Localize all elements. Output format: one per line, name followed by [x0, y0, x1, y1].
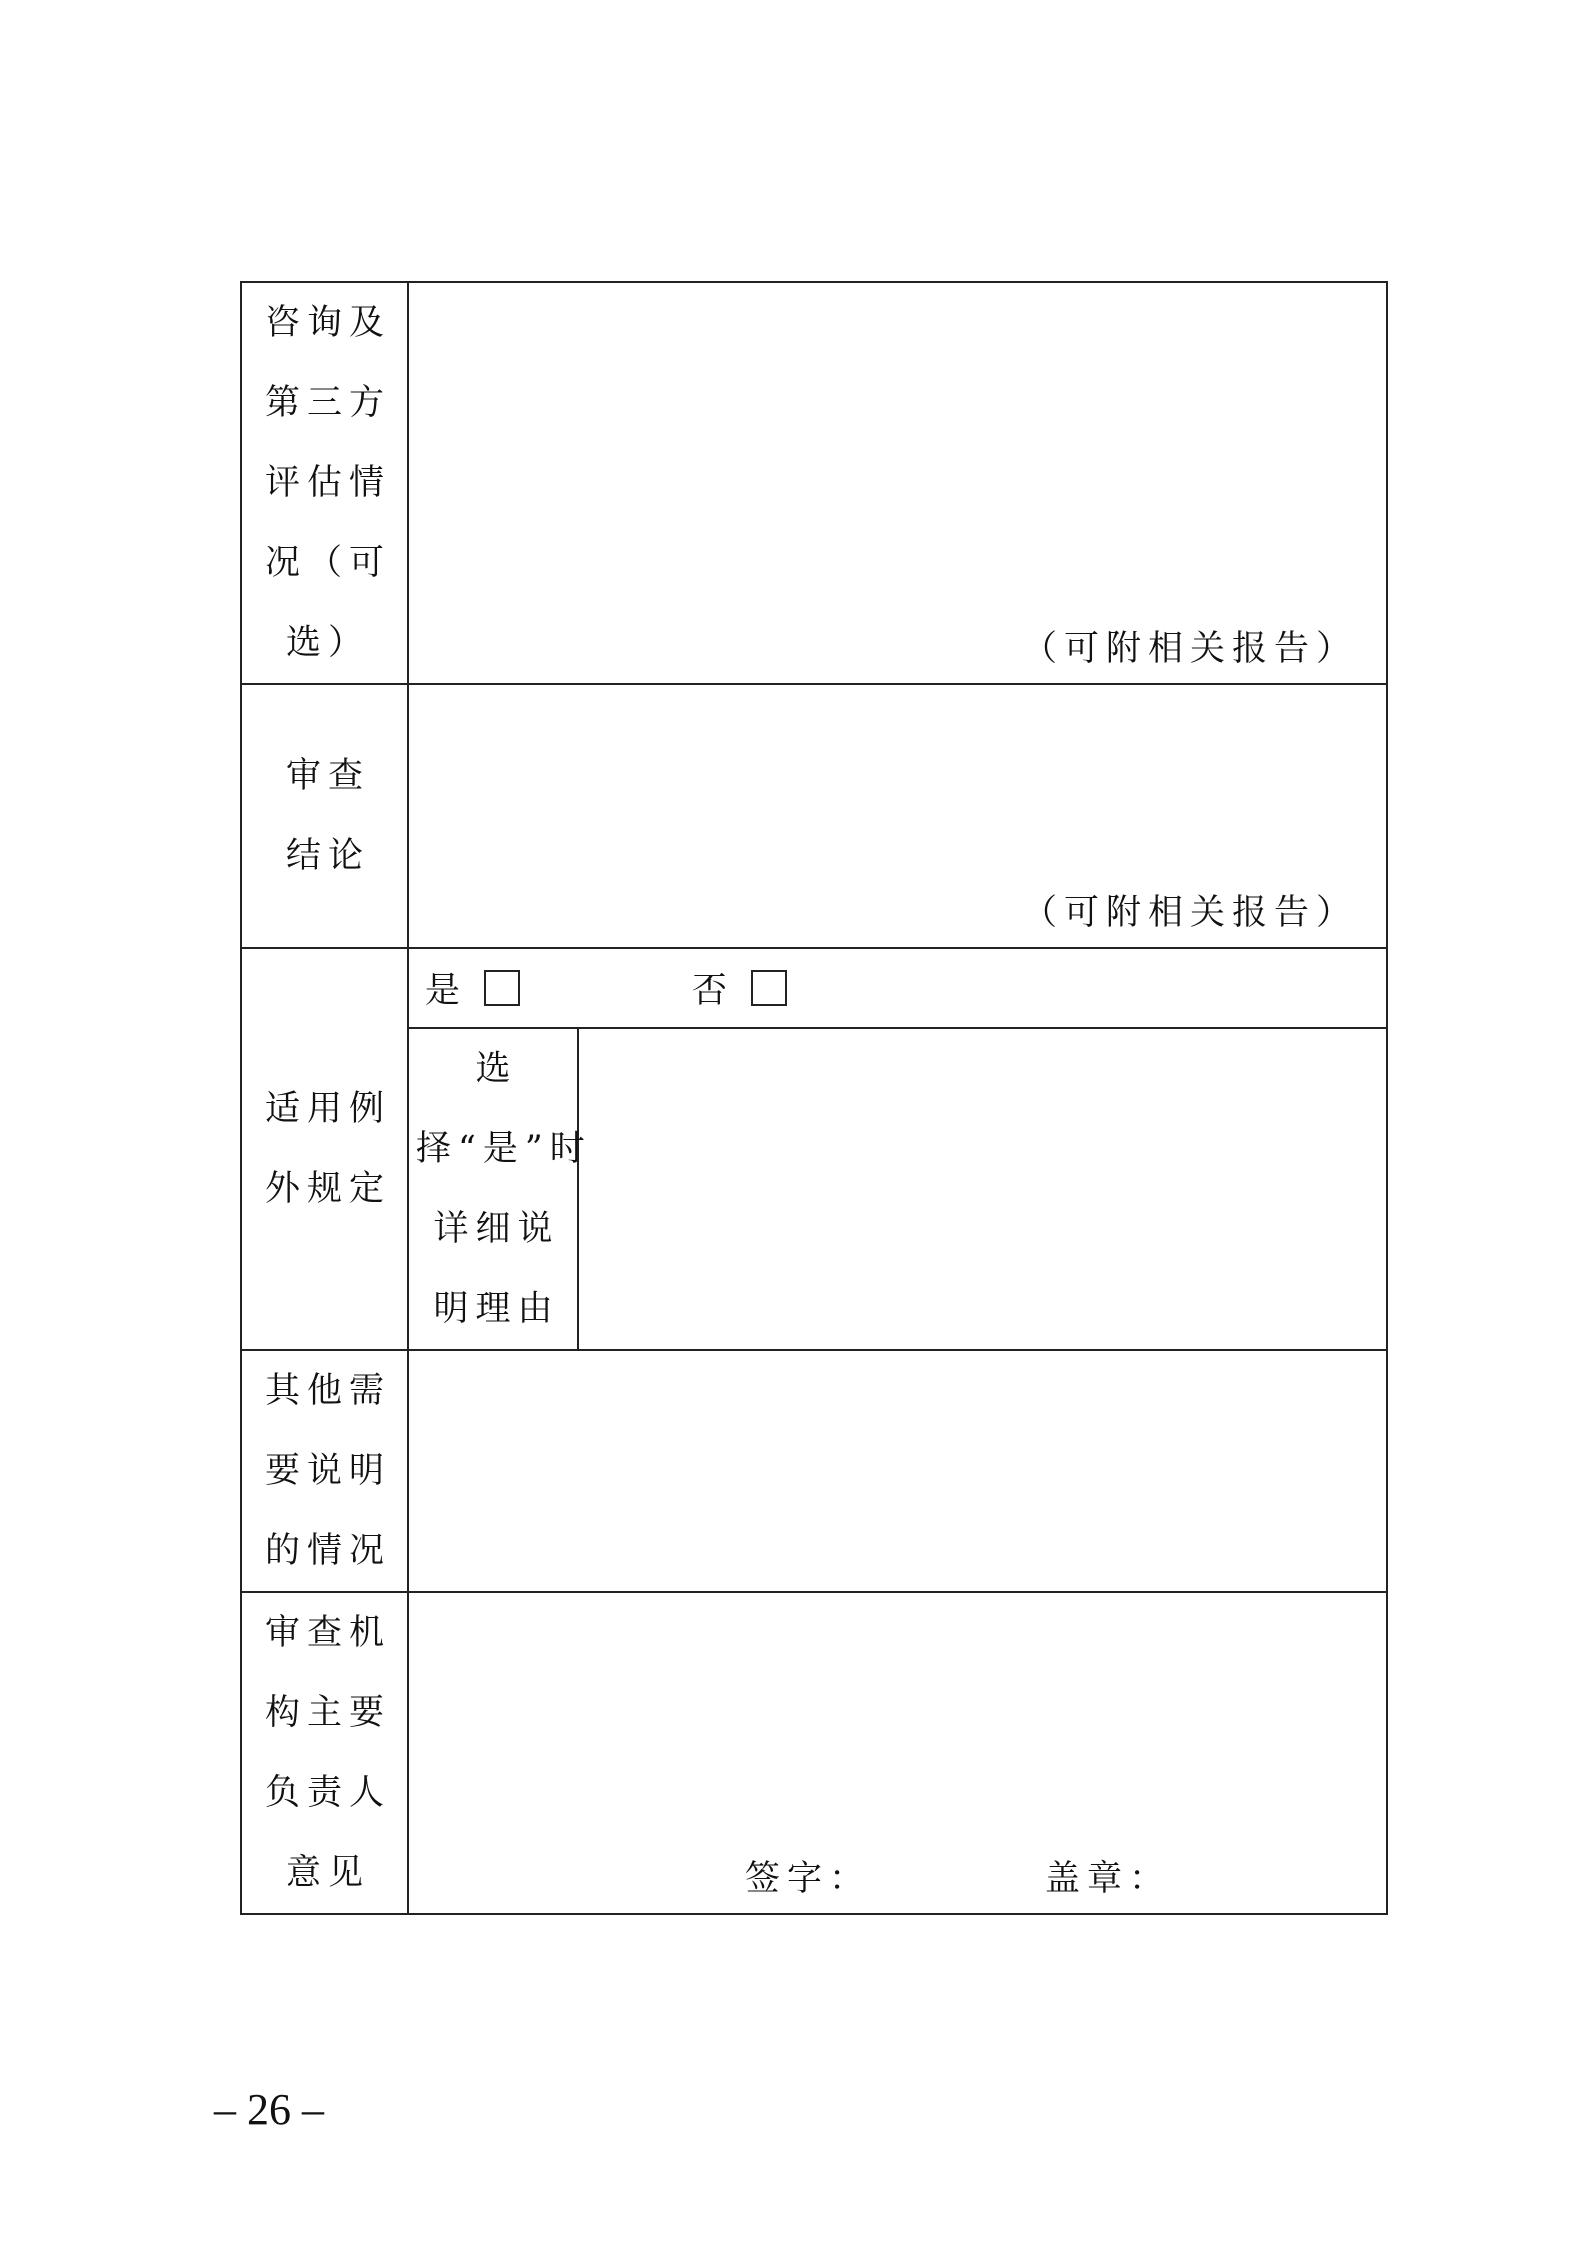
- exception-label-cell: [241, 948, 408, 1350]
- other-label-cell: [241, 1350, 408, 1592]
- yes-checkbox[interactable]: [484, 970, 520, 1006]
- opinion-label-cell: [241, 1592, 408, 1914]
- exception-detail-label-cell: [408, 1028, 592, 1350]
- review-form-table: [240, 281, 1388, 1915]
- exception-choice-cell: [408, 948, 1387, 1028]
- conclusion-note: （可附相关报告）: [1021, 893, 1358, 933]
- no-label: 否: [692, 971, 728, 1011]
- row-other: [241, 1350, 1387, 1592]
- page-number: – 26 –: [214, 2085, 324, 2134]
- row-exception-choice: [241, 948, 1387, 1028]
- yes-label: 是: [425, 971, 461, 1011]
- no-choice[interactable]: [692, 949, 787, 1027]
- exception-detail-label: 选择“是”时详细说明理由: [416, 1049, 592, 1329]
- row-consult: [241, 282, 1387, 684]
- opinion-label: 审查机构主要负责人意见: [264, 1613, 391, 1893]
- yes-choice[interactable]: [425, 949, 520, 1027]
- exception-label: 适用例外规定: [264, 1089, 391, 1209]
- no-checkbox[interactable]: [751, 970, 787, 1006]
- row-opinion: [241, 1592, 1387, 1914]
- consult-label-cell: [241, 282, 408, 684]
- consult-label: 咨询及第三方评估情况（可选）: [264, 303, 391, 663]
- other-label: 其他需要说明的情况: [264, 1371, 391, 1571]
- conclusion-label-cell: [241, 684, 408, 948]
- seal-label: 盖章：: [1045, 1859, 1172, 1899]
- row-conclusion: [241, 684, 1387, 948]
- row-exception-detail: [241, 1028, 1387, 1350]
- exception-detail-content-cell[interactable]: [578, 1028, 1387, 1350]
- conclusion-content-cell[interactable]: [408, 684, 1387, 948]
- other-content-cell[interactable]: [408, 1350, 1387, 1592]
- sign-label: 签字：: [745, 1859, 872, 1899]
- signature-row: [409, 1843, 1386, 1913]
- conclusion-label: 审查结论: [285, 756, 370, 876]
- opinion-content-cell[interactable]: [408, 1592, 1387, 1914]
- consult-content-cell[interactable]: [408, 282, 1387, 684]
- consult-note: （可附相关报告）: [1021, 629, 1358, 669]
